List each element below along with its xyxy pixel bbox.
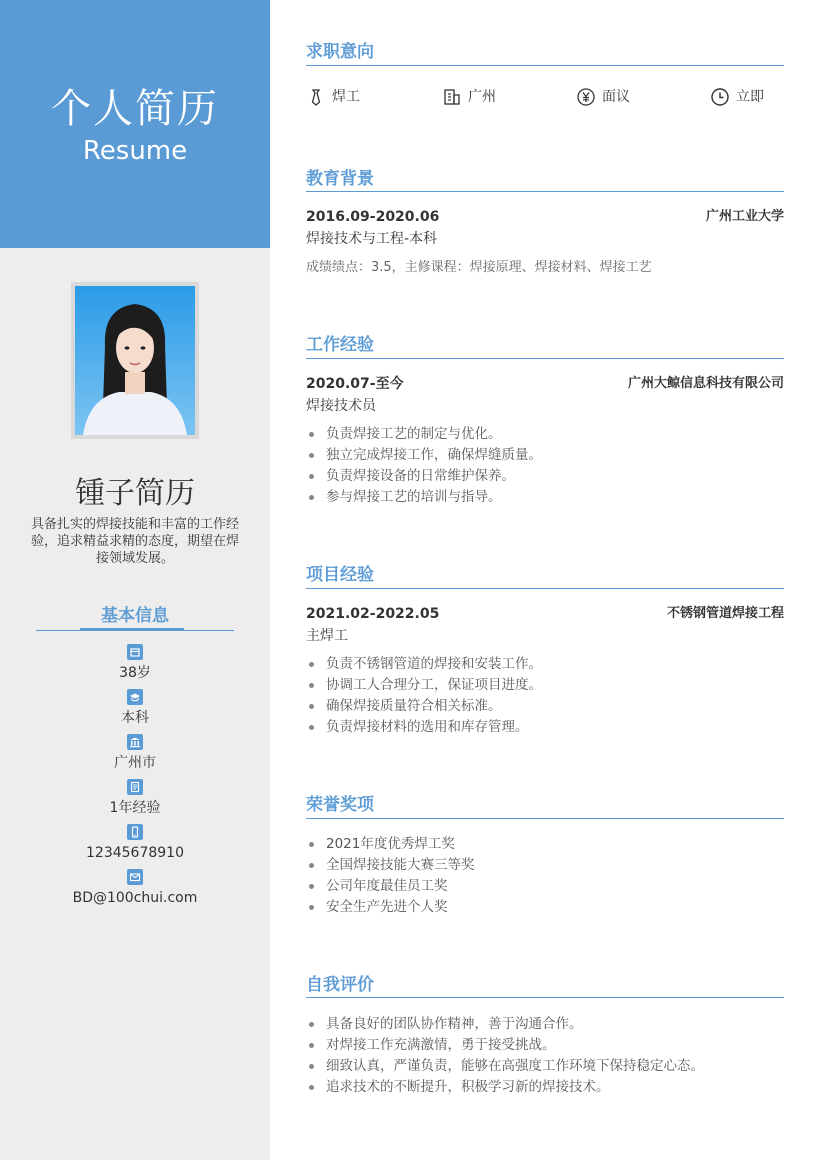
work-section-title: 工作经验 xyxy=(306,335,374,355)
awards-bullets xyxy=(306,834,784,918)
avatar xyxy=(75,286,195,435)
resume-subtitle: Resume xyxy=(82,136,188,166)
candidate-summary: 具备扎实的焊接技能和丰富的工作经验，追求精益求精的态度，期望在焊接领域发展。 xyxy=(30,517,239,566)
work-period: 2020.07-至今 xyxy=(306,376,404,392)
list-item: 全国焊接技能大赛三等奖 xyxy=(306,855,784,876)
mail-icon xyxy=(127,869,143,885)
list-item: 2021年度优秀焊工奖 xyxy=(306,834,784,855)
education-header-row xyxy=(306,207,784,227)
info-email xyxy=(0,869,270,909)
list-item: 协调工人合理分工，保证项目进度。 xyxy=(306,675,784,696)
work-bullets xyxy=(306,424,784,508)
info-education-text: 本科 xyxy=(121,710,149,726)
building-icon xyxy=(442,87,462,107)
list-item: 追求技术的不断提升，积极学习新的焊接技术。 xyxy=(306,1077,784,1098)
list-item: 细致认真，严谨负责，能够在高强度工作环境下保持稳定心态。 xyxy=(306,1056,784,1077)
info-city-text: 广州市 xyxy=(114,755,156,771)
work-role: 焊接技术员 xyxy=(306,398,376,414)
education-school: 广州工业大学 xyxy=(705,209,784,224)
project-header-row xyxy=(306,604,784,624)
info-experience xyxy=(0,779,270,819)
info-education xyxy=(0,689,270,729)
document-icon xyxy=(127,779,143,795)
awards-section-title: 荣誉奖项 xyxy=(306,795,374,815)
candidate-name: 锺子简历 xyxy=(75,476,195,511)
list-item: 负责焊接工艺的制定与优化。 xyxy=(306,424,784,445)
intent-availability-text: 立即 xyxy=(736,89,764,105)
education-period: 2016.09-2020.06 xyxy=(306,209,440,225)
education-detail: 成绩绩点：3.5，主修课程：焊接原理、焊接材料、焊接工艺 xyxy=(306,260,652,275)
calendar-icon xyxy=(127,644,143,660)
info-age-text: 38岁 xyxy=(119,665,151,681)
self-eval-section-title: 自我评价 xyxy=(306,975,374,995)
self-eval-bullets xyxy=(306,1014,784,1098)
intent-salary-text: 面议 xyxy=(602,89,630,105)
clock-icon xyxy=(710,87,730,107)
info-city xyxy=(0,734,270,774)
avatar-frame xyxy=(71,282,199,439)
phone-icon xyxy=(127,824,143,840)
info-phone-text: 12345678910 xyxy=(86,845,184,861)
work-divider xyxy=(306,358,784,359)
resume-title: 个人简历 xyxy=(51,86,219,132)
intent-salary xyxy=(576,86,630,108)
yen-icon xyxy=(576,87,596,107)
work-company: 广州大鲸信息科技有限公司 xyxy=(627,376,784,391)
project-name: 不锈钢管道焊接工程 xyxy=(666,606,784,621)
list-item: 具备良好的团队协作精神，善于沟通合作。 xyxy=(306,1014,784,1035)
self-eval-divider xyxy=(306,997,784,998)
info-experience-text: 1年经验 xyxy=(109,800,161,816)
list-item: 确保焊接质量符合相关标准。 xyxy=(306,696,784,717)
intent-city-text: 广州 xyxy=(468,89,496,105)
project-divider xyxy=(306,588,784,589)
project-role: 主焊工 xyxy=(306,628,348,644)
list-item: 对焊接工作充满激情，勇于接受挑战。 xyxy=(306,1035,784,1056)
intent-position xyxy=(306,86,360,108)
project-section-title: 项目经验 xyxy=(306,565,374,585)
project-period: 2021.02-2022.05 xyxy=(306,606,440,622)
list-item: 负责焊接设备的日常维护保养。 xyxy=(306,466,784,487)
work-header-row xyxy=(306,374,784,394)
basic-info-divider-accent xyxy=(80,628,184,631)
building-icon xyxy=(127,734,143,750)
project-bullets xyxy=(306,654,784,738)
awards-divider xyxy=(306,818,784,819)
graduation-cap-icon xyxy=(127,689,143,705)
intent-availability xyxy=(710,86,764,108)
intent-section-title: 求职意向 xyxy=(306,42,374,62)
intent-city xyxy=(442,86,496,108)
intent-divider xyxy=(306,65,784,66)
resume-header xyxy=(0,0,270,248)
info-email-text: BD@100chui.com xyxy=(72,890,198,906)
tie-icon xyxy=(306,87,326,107)
education-divider xyxy=(306,191,784,192)
intent-position-text: 焊工 xyxy=(332,89,360,105)
list-item: 独立完成焊接工作，确保焊缝质量。 xyxy=(306,445,784,466)
education-section-title: 教育背景 xyxy=(306,169,374,189)
list-item: 参与焊接工艺的培训与指导。 xyxy=(306,487,784,508)
list-item: 负责不锈钢管道的焊接和安装工作。 xyxy=(306,654,784,675)
info-phone xyxy=(0,824,270,864)
basic-info-title: 基本信息 xyxy=(101,606,169,626)
list-item: 公司年度最佳员工奖 xyxy=(306,876,784,897)
list-item: 负责焊接材料的选用和库存管理。 xyxy=(306,717,784,738)
info-age xyxy=(0,644,270,684)
list-item: 安全生产先进个人奖 xyxy=(306,897,784,918)
education-major: 焊接技术与工程-本科 xyxy=(306,231,438,247)
